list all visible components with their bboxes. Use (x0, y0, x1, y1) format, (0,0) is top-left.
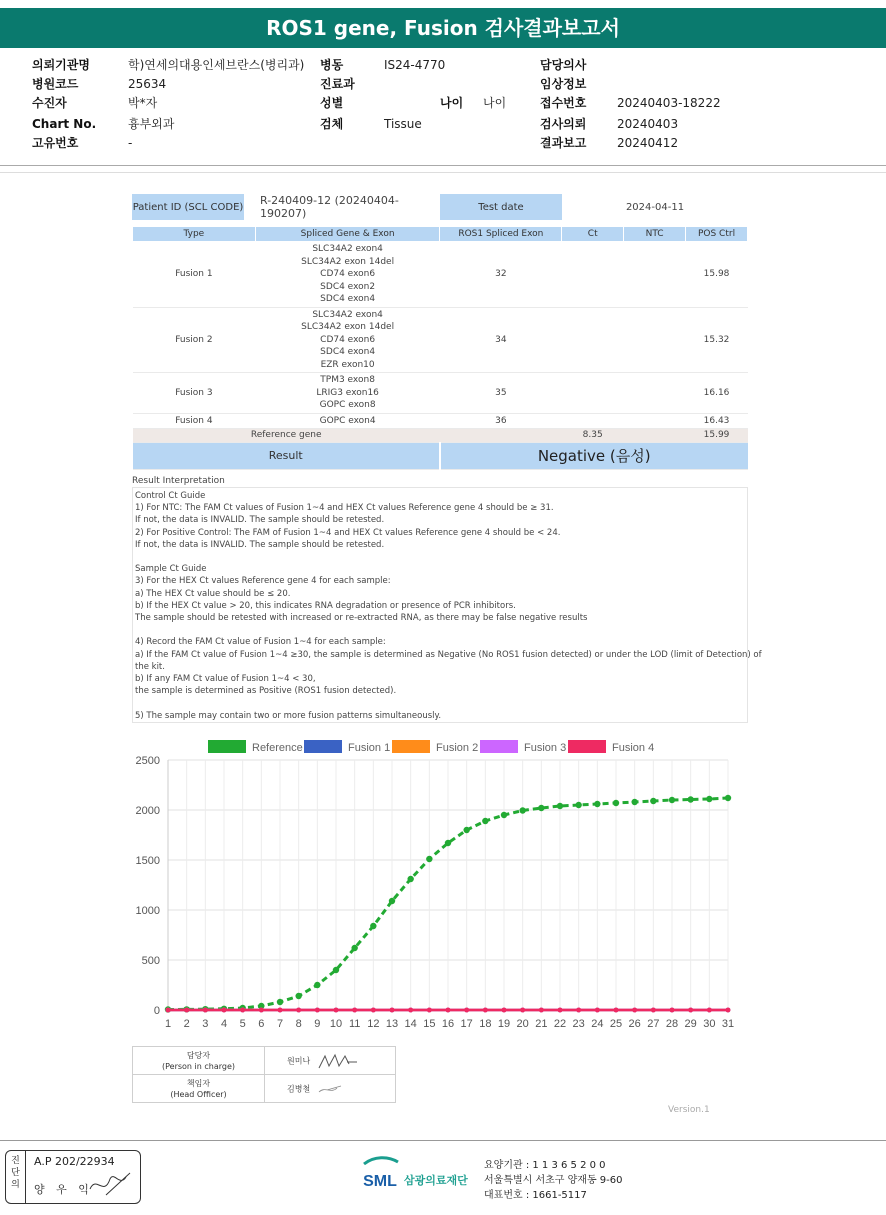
footer-line: 요양기관 : 1 1 3 6 5 2 0 0 (484, 1160, 606, 1171)
gene-item: GOPC exon4 (319, 415, 376, 426)
value-request-date: 20240403 (617, 117, 679, 131)
x-tick-label: 26 (628, 1018, 641, 1030)
row-ntc (624, 242, 686, 308)
gene-item: SDC4 exon2 (320, 281, 376, 292)
data-point (706, 796, 712, 802)
data-point (464, 1008, 469, 1013)
col-type: Type (133, 227, 256, 242)
legend-swatch (480, 740, 518, 753)
row-type: Fusion 4 (133, 413, 256, 429)
data-point (501, 812, 507, 818)
x-tick-label: 30 (703, 1018, 716, 1030)
reference-pos: 15.99 (686, 429, 748, 443)
x-tick-label: 13 (385, 1018, 399, 1030)
gene-item: CD74 exon6 (320, 334, 376, 345)
row-genes (255, 242, 440, 308)
data-point (483, 1008, 488, 1013)
row-exon: 32 (440, 242, 562, 308)
sign-role (133, 1075, 265, 1103)
x-tick-label: 25 (609, 1018, 623, 1030)
x-tick-label: 20 (516, 1018, 529, 1030)
data-point (166, 1008, 171, 1013)
row-pos: 15.32 (686, 307, 748, 373)
data-point (631, 799, 637, 805)
label-report-date: 결과보고 (540, 136, 587, 150)
footer-info (484, 1158, 623, 1203)
header-col2-values (384, 56, 445, 134)
label-chart-no: Chart No. (32, 117, 97, 131)
gene-item: SLC34A2 exon 14del (301, 322, 395, 332)
result-label: Result (133, 443, 440, 470)
row-pos: 16.43 (686, 413, 748, 429)
data-point (446, 1008, 451, 1013)
footer-line: 대표번호 : 1661-5117 (484, 1190, 587, 1201)
x-tick-label: 10 (329, 1018, 343, 1030)
x-tick-label: 11 (348, 1018, 361, 1030)
x-tick-label: 12 (367, 1018, 380, 1030)
data-point (427, 1008, 432, 1013)
data-point (650, 798, 656, 804)
x-tick-label: 9 (314, 1018, 321, 1030)
interpretation-line: b) If the HEX Ct value > 20, this indicates RNA degradation or presence of PCR inhibitors. (135, 600, 516, 611)
reference-exon (440, 429, 562, 443)
value-ward: IS24-4770 (384, 58, 446, 72)
interpretation-line: a) If the FAM Ct value of Fusion 1~4 ≥30, the sample is determined as Negative (No ROS1 fusion detected) or under the LOD (limit of Detection) of (135, 649, 762, 660)
legend-label: Fusion 1 (348, 742, 391, 754)
legend-label: Fusion 2 (436, 742, 479, 754)
interpretation-line: 2) For Positive Control: The FAM of Fusion 1~4 and HEX Ct values Reference gene 4 should be < 24. (135, 527, 561, 538)
data-point (203, 1008, 208, 1013)
value-institution: 학)연세의대용인세브란스(병리과) (128, 58, 305, 72)
row-ct (562, 413, 624, 429)
gene-item: LRIG3 exon16 (316, 387, 379, 398)
stamp-side-char: 의 (11, 1180, 20, 1190)
data-point (295, 993, 301, 999)
gene-item: EZR exon10 (320, 359, 375, 370)
gene-item: SDC4 exon4 (320, 294, 376, 304)
header-col1 (32, 56, 96, 153)
sign-role (133, 1047, 265, 1075)
interpretation-line: 3) For the HEX Ct values Reference gene 4 for each sample: (135, 576, 391, 587)
data-point (725, 795, 731, 801)
data-point (333, 967, 339, 973)
legend-swatch (392, 740, 430, 753)
interpretation-line: 5) The sample may contain two or more fusion patterns simultaneously. (135, 710, 442, 721)
fusion-table-header (133, 227, 748, 242)
stamp-side (6, 1151, 26, 1203)
data-point (222, 1008, 227, 1013)
x-tick-label: 27 (647, 1018, 660, 1030)
row-ntc (624, 373, 686, 414)
gene-item: SLC34A2 exon4 (312, 244, 383, 254)
row-ct (562, 242, 624, 308)
x-tick-label: 3 (202, 1018, 209, 1030)
interpretation-line: a) The HEX Ct value should be ≤ 20. (135, 588, 291, 599)
y-tick-label: 0 (153, 1005, 160, 1017)
approval-stamp (5, 1150, 141, 1204)
row-genes (255, 307, 440, 373)
data-point (390, 1008, 395, 1013)
x-tick-label: 7 (276, 1018, 284, 1030)
fusion-table (132, 226, 748, 470)
x-tick-label: 22 (553, 1018, 567, 1030)
y-tick-label: 2000 (135, 805, 160, 817)
interpretation-line: the sample is determined as Positive (ROS1 fusion detected). (135, 686, 397, 697)
data-point (687, 796, 693, 802)
x-tick-label: 6 (258, 1018, 265, 1030)
label-sex: 성별 (320, 96, 344, 110)
interpretation-line: b) If any FAM Ct value of Fusion 1~4 < 30, (135, 674, 316, 685)
data-point (688, 1008, 693, 1013)
row-exon: 35 (440, 373, 562, 414)
x-tick-label: 18 (479, 1018, 492, 1030)
legend-label: Fusion 4 (612, 742, 655, 754)
data-point (632, 1008, 637, 1013)
data-point (614, 1008, 619, 1013)
data-point (669, 797, 675, 803)
value-report-date: 20240412 (617, 136, 679, 150)
sign-role-ko: 책임자 (186, 1078, 211, 1088)
interpretation-line: 1) For NTC: The FAM Ct values of Fusion 1~4 and HEX Ct values Reference gene 4 should be ≥ 31. (135, 503, 554, 514)
value-unique-no: - (128, 136, 133, 150)
data-point (352, 1008, 357, 1013)
label-specimen: 검체 (320, 117, 344, 131)
patient-id-value: R-240409-12 (20240404-190207) (260, 194, 399, 220)
label-unique-no: 고유번호 (32, 136, 79, 150)
legend-label: Reference (252, 742, 303, 754)
label-ward: 병동 (320, 58, 344, 72)
interpretation-line (135, 697, 745, 709)
row-genes (255, 373, 440, 414)
sign-name-cell (265, 1047, 396, 1075)
x-tick-label: 14 (404, 1018, 417, 1030)
data-point (314, 982, 320, 988)
data-point (670, 1008, 675, 1013)
data-point (371, 1008, 376, 1013)
data-point (334, 1008, 339, 1013)
header-divider (0, 165, 886, 173)
gene-item: SLC34A2 exon 14del (301, 256, 395, 267)
x-tick-label: 29 (684, 1018, 697, 1030)
org-name: 삼광의료재단 (404, 1174, 468, 1187)
amplification-chart (120, 736, 740, 1036)
data-point (426, 856, 432, 862)
label-patient: 수진자 (32, 96, 67, 110)
legend-swatch (568, 740, 606, 753)
data-point (707, 1008, 712, 1013)
signature-graphic (317, 1052, 361, 1070)
row-exon: 34 (440, 307, 562, 373)
data-point (277, 999, 283, 1005)
data-point (594, 801, 600, 807)
sign-role-en: (Person in charge) (161, 1061, 236, 1071)
label-department: 진료과 (320, 77, 355, 91)
data-point (558, 1008, 563, 1013)
logo-text: SML (363, 1173, 397, 1190)
value-specimen: Tissue (384, 117, 422, 131)
legend-swatch (208, 740, 246, 753)
col-ros1-exon: ROS1 Spliced Exon (440, 227, 562, 242)
data-point (445, 840, 451, 846)
interpretation-box (132, 487, 762, 723)
result-row (133, 443, 748, 470)
table-row (133, 307, 748, 373)
data-point (538, 805, 544, 811)
sign-row (133, 1075, 396, 1103)
sign-role-ko: 담당자 (186, 1050, 211, 1060)
row-type: Fusion 3 (133, 373, 256, 414)
data-point (240, 1008, 245, 1013)
data-point (370, 923, 376, 929)
interpretation-line: 4) Record the FAM Ct value of Fusion 1~4 for each sample: (135, 637, 386, 648)
sign-name: 김병철 (287, 1084, 311, 1093)
y-tick-label: 2500 (135, 755, 160, 767)
y-tick-label: 1000 (135, 905, 160, 917)
gene-item: SDC4 exon4 (320, 347, 376, 357)
label-clinical-info: 임상정보 (540, 77, 587, 91)
table-row (133, 413, 748, 429)
x-tick-label: 16 (441, 1018, 455, 1030)
label-doctor: 담당의사 (540, 58, 587, 72)
reference-label: Reference gene (133, 429, 440, 443)
data-point (482, 818, 488, 824)
data-point (259, 1008, 264, 1013)
sign-table (132, 1046, 396, 1103)
row-type: Fusion 1 (133, 242, 256, 308)
signature-graphic (317, 1082, 347, 1096)
data-point (184, 1008, 189, 1013)
patient-id-label: Patient ID (SCL CODE) (132, 194, 244, 220)
sign-name-cell (265, 1075, 396, 1103)
gene-item: GOPC exon8 (319, 400, 376, 410)
x-tick-label: 1 (164, 1018, 172, 1030)
data-point (595, 1008, 600, 1013)
data-point (296, 1008, 301, 1013)
data-point (519, 807, 525, 813)
legend-label: Fusion 3 (524, 742, 567, 754)
x-tick-label: 28 (665, 1018, 679, 1030)
y-tick-label: 1500 (135, 855, 160, 867)
row-type: Fusion 2 (133, 307, 256, 373)
header-col1-values (128, 56, 304, 153)
col-ntc: NTC (624, 227, 686, 242)
col-pos-ctrl: POS Ctrl (686, 227, 748, 242)
patient-id-table (132, 194, 748, 220)
data-point (502, 1008, 507, 1013)
interpretation-line: Control Ct Guide (135, 491, 206, 501)
interpretation-line: the kit. (135, 661, 165, 672)
data-point (576, 1008, 581, 1013)
gene-item: CD74 exon6 (320, 269, 376, 279)
header-col3 (540, 56, 586, 153)
value-reception-no: 20240403-18222 (617, 96, 721, 110)
x-tick-label: 4 (220, 1018, 228, 1030)
row-ntc (624, 413, 686, 429)
value-age: 나이 (483, 96, 507, 110)
interpretation-line: Sample Ct Guide (135, 564, 207, 575)
data-point (539, 1008, 544, 1013)
data-point (408, 1008, 413, 1013)
legend-swatch (304, 740, 342, 753)
row-exon: 36 (440, 413, 562, 429)
row-ntc (624, 307, 686, 373)
table-row (133, 242, 748, 308)
label-age: 나이 (440, 96, 464, 110)
sign-row (133, 1047, 396, 1075)
interpretation-line: The sample should be retested with increased or re-extracted RNA, as there may be false negative results (135, 613, 588, 624)
x-tick-label: 15 (423, 1018, 436, 1030)
data-point (315, 1008, 320, 1013)
sign-name: 원미나 (287, 1056, 311, 1065)
data-point (726, 1008, 731, 1013)
x-tick-label: 8 (295, 1018, 302, 1030)
data-point (278, 1008, 283, 1013)
interpretation-line (135, 551, 745, 563)
gene-item: TPM3 exon8 (320, 375, 375, 385)
data-point (575, 802, 581, 808)
data-point (651, 1008, 656, 1013)
test-date-value: 2024-04-11 (625, 201, 685, 213)
footer-divider (0, 1140, 886, 1141)
value-chart-no: 흉부외과 (128, 117, 175, 131)
stamp-side-char: 진 (11, 1156, 20, 1166)
col-ct: Ct (562, 227, 624, 242)
x-tick-label: 31 (721, 1018, 735, 1030)
table-row (133, 373, 748, 414)
footer-line: 서울특별시 서초구 양재동 9-60 (484, 1175, 623, 1186)
header-col3-values (617, 56, 721, 153)
row-ct (562, 373, 624, 414)
result-value: Negative (음성) (440, 443, 748, 470)
row-genes (255, 413, 440, 429)
label-reception-no: 접수번호 (540, 96, 587, 110)
y-tick-label: 500 (141, 955, 160, 967)
reference-row (133, 429, 748, 443)
x-tick-label: 24 (591, 1018, 604, 1030)
interpretation-title: Result Interpretation (132, 476, 225, 486)
row-ct (562, 307, 624, 373)
value-hospital-code: 25634 (128, 77, 167, 91)
test-date-label: Test date (440, 194, 562, 220)
gene-item: SLC34A2 exon4 (312, 309, 383, 320)
data-point (407, 876, 413, 882)
stamp-line1: A.P 202/22934 (34, 1155, 115, 1168)
row-pos: 16.16 (686, 373, 748, 414)
version-label: Version.1 (668, 1105, 710, 1115)
interpretation-line (135, 624, 745, 636)
x-tick-label: 2 (183, 1018, 190, 1030)
data-point (463, 827, 469, 833)
sign-role-en: (Head Officer) (170, 1089, 227, 1099)
row-pos: 15.98 (686, 242, 748, 308)
header-age (440, 94, 506, 112)
label-request-date: 검사의뢰 (540, 117, 587, 131)
data-point (557, 803, 563, 809)
header-col2 (320, 56, 355, 134)
reference-ct: 8.35 (562, 429, 624, 443)
stamp-signature (86, 1169, 138, 1201)
sml-logo (358, 1156, 402, 1192)
label-institution: 의뢰기관명 (32, 58, 90, 72)
stamp-side-char: 단 (11, 1168, 20, 1178)
data-point (389, 898, 395, 904)
x-tick-label: 5 (239, 1018, 246, 1030)
data-point (613, 800, 619, 806)
data-point (520, 1008, 525, 1013)
x-tick-label: 21 (535, 1018, 548, 1030)
value-patient: 박*자 (128, 96, 158, 110)
reference-ntc (624, 429, 686, 443)
data-point (351, 945, 357, 951)
interpretation-line: If not, the data is INVALID. The sample should be retested. (135, 539, 385, 550)
label-hospital-code: 병원코드 (32, 77, 79, 91)
interpretation-line: If not, the data is INVALID. The sample should be retested. (135, 515, 385, 526)
stamp-line2: 양 우 익 (34, 1183, 93, 1196)
x-tick-label: 19 (497, 1018, 511, 1030)
x-tick-label: 23 (572, 1018, 585, 1030)
report-title: ROS1 gene, Fusion 검사결과보고서 (0, 8, 886, 48)
col-spliced-gene: Spliced Gene & Exon (255, 227, 440, 242)
x-tick-label: 17 (460, 1018, 473, 1030)
